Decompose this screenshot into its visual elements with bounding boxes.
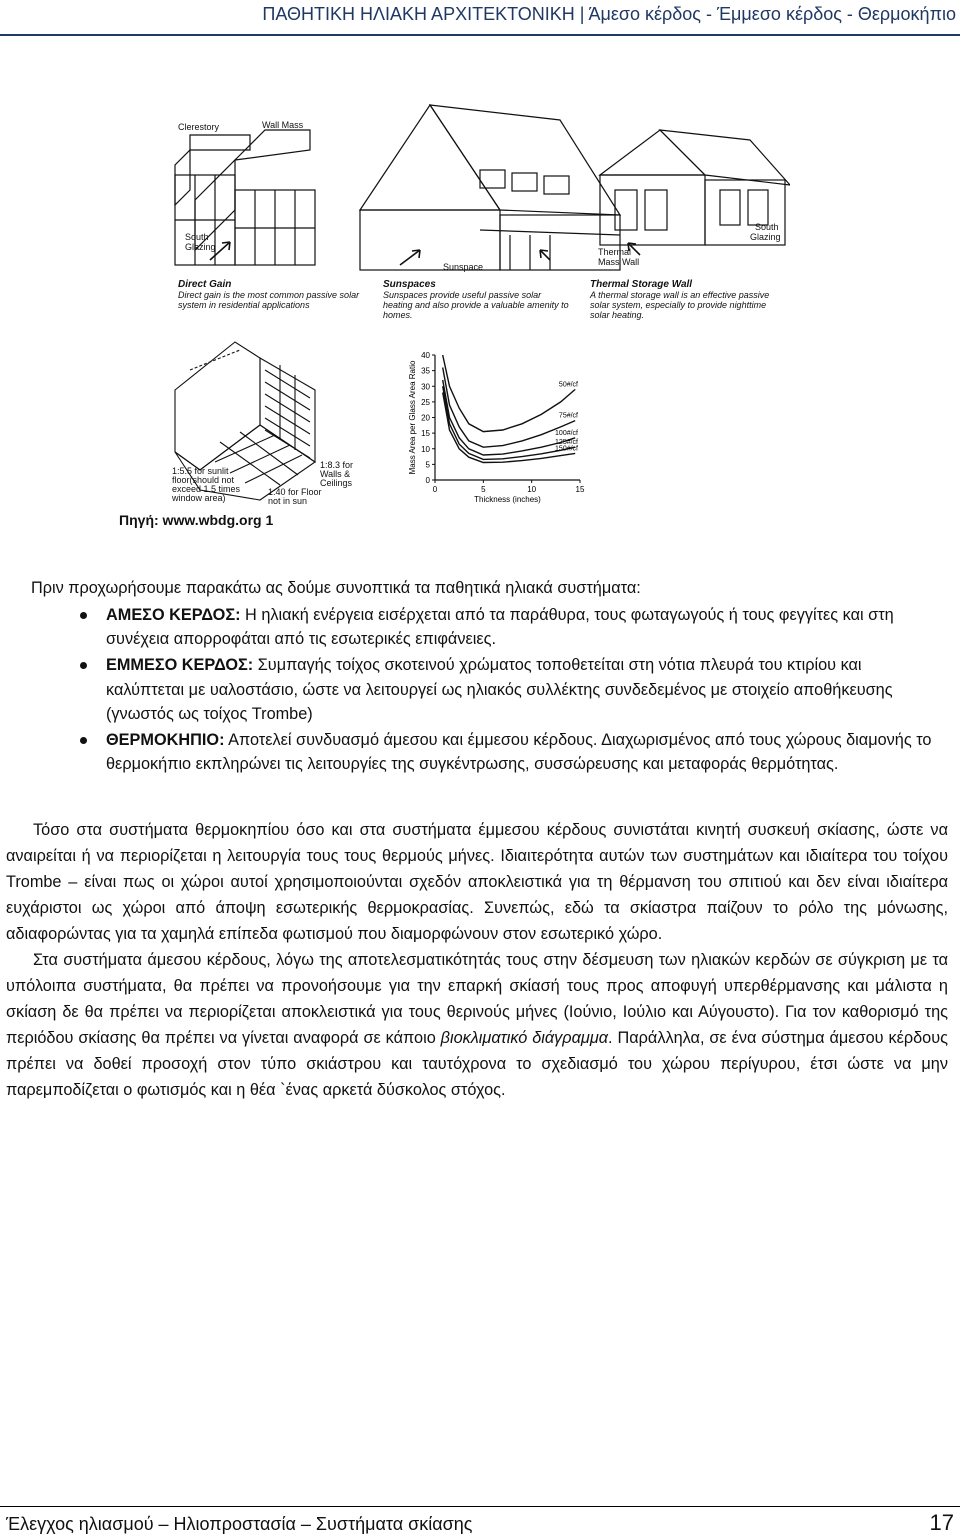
- label-glazing: Glazing: [185, 242, 216, 252]
- system-bullets: [0, 603, 935, 778]
- y-tick-label: 10: [421, 444, 430, 454]
- label-thermal: Thermal: [598, 247, 632, 257]
- y-tick-label: 20: [421, 413, 430, 423]
- figure-source: Πηγή: www.wbdg.org 1: [119, 512, 274, 528]
- caption-tsw-text2: solar system, especially to provide nighttime: [590, 300, 767, 310]
- y-tick-label: 15: [421, 429, 430, 439]
- y-tick-label: 0: [425, 476, 430, 485]
- page-footer: [0, 1500, 960, 1538]
- paragraph-1: Τόσο στα συστήματα θερμοκηπίου όσο και στα συστήματα έμμεσου κέρδους συνιστάται κινητή συσκευή σκίασης, ώστε να αναιρείται ή να περιορίζεται η λειτουργία τους τους θερμούς μήνες. Ιδιαιτερότητα αυτών των συστημάτων και ιδιαίτερα του τοίχου Trombe – είναι πως οι χώροι αυτοί χρησιμοποιούνται σχεδόν αποκλειστικά για τη θέρμανση του σπιτιού και δεν είναι ιδιαίτερα ευχάριστοι ως χώροι από άποψη εσωτερικής θερμοκρασίας. Συνεπώς, εδώ τα σκίαστρα παίζουν το ρόλο της μόνωσης, αδιαφορώντας για τα χαμηλά επίπεδα φωτισμού που διαμορφώνουν στον εσωτερικό χώρο.: [6, 821, 948, 943]
- paragraph-2-emphasis: βιοκλιματικό διάγραμμα: [440, 1029, 609, 1047]
- iso-label-6: Walls &: [320, 469, 351, 479]
- paragraph-2-end: . Παράλληλα, σε ένα σύστημα άμεσου κέρδους πρέπει να δοθεί προσοχή στον τύπο σκιάστρου και ταυτόχρονα το σχεδιασμό του χώρου περίγυρου, έτσι ώστε να μην παρεμποδίζεται ο φωτισμός και η θέα `ένας αρκετά δύσκολος στόχος.: [6, 1029, 948, 1099]
- y-tick-label: 40: [421, 351, 430, 360]
- label-sunspace: Sunspace: [443, 262, 484, 272]
- bullet-text: Συμπαγής τοίχος σκοτεινού χρώματος τοποθετείται στη νότια πλευρά του κτιρίου και καλύπτεται με υαλοστάσιο, ώστε να λειτουργεί ως ηλιακός συλλέκτης συνδεδεμένος με στοιχείο αποθήκευσης (γνωστός ως τοίχος Trombe): [106, 656, 893, 723]
- y-tick-label: 35: [421, 366, 430, 376]
- caption-tsw-text3: solar heating.: [590, 310, 645, 320]
- x-tick-label: 15: [575, 485, 585, 494]
- x-tick-label: 10: [527, 485, 537, 494]
- bullet-greenhouse: [0, 728, 935, 776]
- caption-sunspace-title: Sunspaces: [383, 279, 436, 290]
- bullet-title: ΑΜΕΣΟ ΚΕΡΔΟΣ:: [106, 606, 241, 624]
- header-rule: [0, 34, 960, 36]
- bullet-text: Αποτελεί συνδυασμό άμεσου και έμμεσου κέρδους. Διαχωρισμένος από τους χώρους διαμονής το θερμοκήπιο εκπληρώνει τις λειτουργίες της συγκέντρωσης, συσσώρευσης και μεταφοράς θερμότητας.: [106, 731, 932, 774]
- bullet-direct-gain: [0, 603, 935, 651]
- bullet-title: ΕΜΜΕΣΟ ΚΕΡΔΟΣ:: [106, 656, 254, 675]
- y-axis-label: Mass Area per Glass Area Ratio: [408, 360, 417, 475]
- label-south-2: South: [755, 222, 779, 232]
- paragraph-2: [6, 947, 948, 1103]
- series-label: 150#/cf: [555, 445, 578, 453]
- caption-direct-text2: system in residential applications: [178, 300, 310, 310]
- series-label: 50#/cf: [558, 381, 578, 389]
- sunspace-drawing: [360, 105, 620, 270]
- label-wall-mass: Wall Mass: [262, 120, 304, 130]
- mass-ratio-chart: [408, 351, 585, 504]
- iso-label-1: 1:5.5 for sunlit: [172, 466, 229, 476]
- passive-solar-figure: [150, 90, 790, 505]
- bullet-title: ΘΕΡΜΟΚΗΠΙΟ:: [106, 731, 225, 750]
- x-tick-label: 5: [481, 485, 486, 494]
- x-axis-label: Thickness (inches): [474, 495, 541, 504]
- y-tick-label: 5: [425, 460, 430, 470]
- iso-label-3: exceed 1.5 times: [172, 484, 241, 494]
- bullet-indirect-gain: [0, 653, 935, 726]
- iso-label-8: 1:40 for Floor: [268, 487, 322, 497]
- caption-tsw-text1: A thermal storage wall is an effective passive: [590, 290, 770, 300]
- caption-direct-title: Direct Gain: [178, 279, 232, 290]
- body-text: [6, 817, 948, 1103]
- iso-label-9: not in sun: [268, 496, 308, 505]
- footer-rule: [0, 1506, 960, 1507]
- iso-label-7: Ceilings: [320, 478, 353, 488]
- header-title: ΠΑΘΗΤΙΚΗ ΗΛΙΑΚΗ ΑΡΧΙΤΕΚΤΟΝΙΚΗ | Άμεσο κέρδος - Έμμεσο κέρδος - Θερμοκήπιο: [262, 4, 956, 24]
- label-mass-wall: Mass Wall: [598, 257, 640, 267]
- caption-tsw-title: Thermal Storage Wall: [590, 279, 693, 290]
- caption-sunspace-text2: heating and also provide a valuable amenity to: [383, 300, 569, 310]
- intro-text: Πριν προχωρήσουμε παρακάτω ας δούμε συνοπτικά τα παθητικά ηλιακά συστήματα:: [31, 579, 641, 597]
- page-number: 17: [929, 1510, 954, 1535]
- label-glazing-2: Glazing: [750, 232, 781, 242]
- series-label: 125#/cf: [555, 439, 578, 447]
- footer-title: Έλεγχος ηλιασμού – Ηλιοπροστασία – Συστήματα σκίασης: [6, 1514, 473, 1534]
- series-line-1: [443, 355, 576, 432]
- y-tick-label: 25: [421, 397, 430, 407]
- series-label: 100#/cf: [555, 429, 578, 437]
- caption-sunspace-text1: Sunspaces provide useful passive solar: [383, 290, 542, 300]
- y-tick-label: 30: [421, 382, 430, 392]
- bullet-text: Η ηλιακή ενέργεια εισέρχεται από τα παράθυρα, τους φωταγωγούς ή τους φεγγίτες και στη συνέχεια απορροφάται από τις εσωτερικές επιφάνειες.: [106, 606, 894, 649]
- series-label: 75#/cf: [558, 412, 578, 420]
- paragraph-2-start: Στα συστήματα άμεσου κέρδους, λόγω της αποτελεσματικότητάς τους στην δέσμευση των ηλιακών κερδών σε σύγκριση με τα υπόλοιπα συστήματα, θα πρέπει να προνοήσουμε για την επαρκή σκίασή τους προς αποφυγή υπερθέρμανσης και μάλιστα η σκίαση δε θα πρέπει να περιορίζεται αποκλειστικά για τους θερινούς μήνες (Ιούνιο, Ιούλιο και Αύγουστο). Για τον καθορισμό της περιόδου σκίασης θα πρέπει να γίνεται αναφορά σε κάποιο: [6, 951, 948, 1047]
- page-header: [0, 0, 960, 40]
- x-tick-label: 0: [432, 485, 438, 494]
- iso-label-5: 1:8.3 for: [320, 460, 354, 470]
- caption-direct-text1: Direct gain is the most common passive solar: [178, 290, 360, 300]
- label-south: South: [185, 232, 209, 242]
- iso-label-4: window area): [172, 493, 226, 503]
- iso-label-2: floor(should not: [172, 475, 235, 485]
- caption-sunspace-text3: homes.: [383, 310, 413, 320]
- label-clerestory: Clerestory: [178, 122, 220, 132]
